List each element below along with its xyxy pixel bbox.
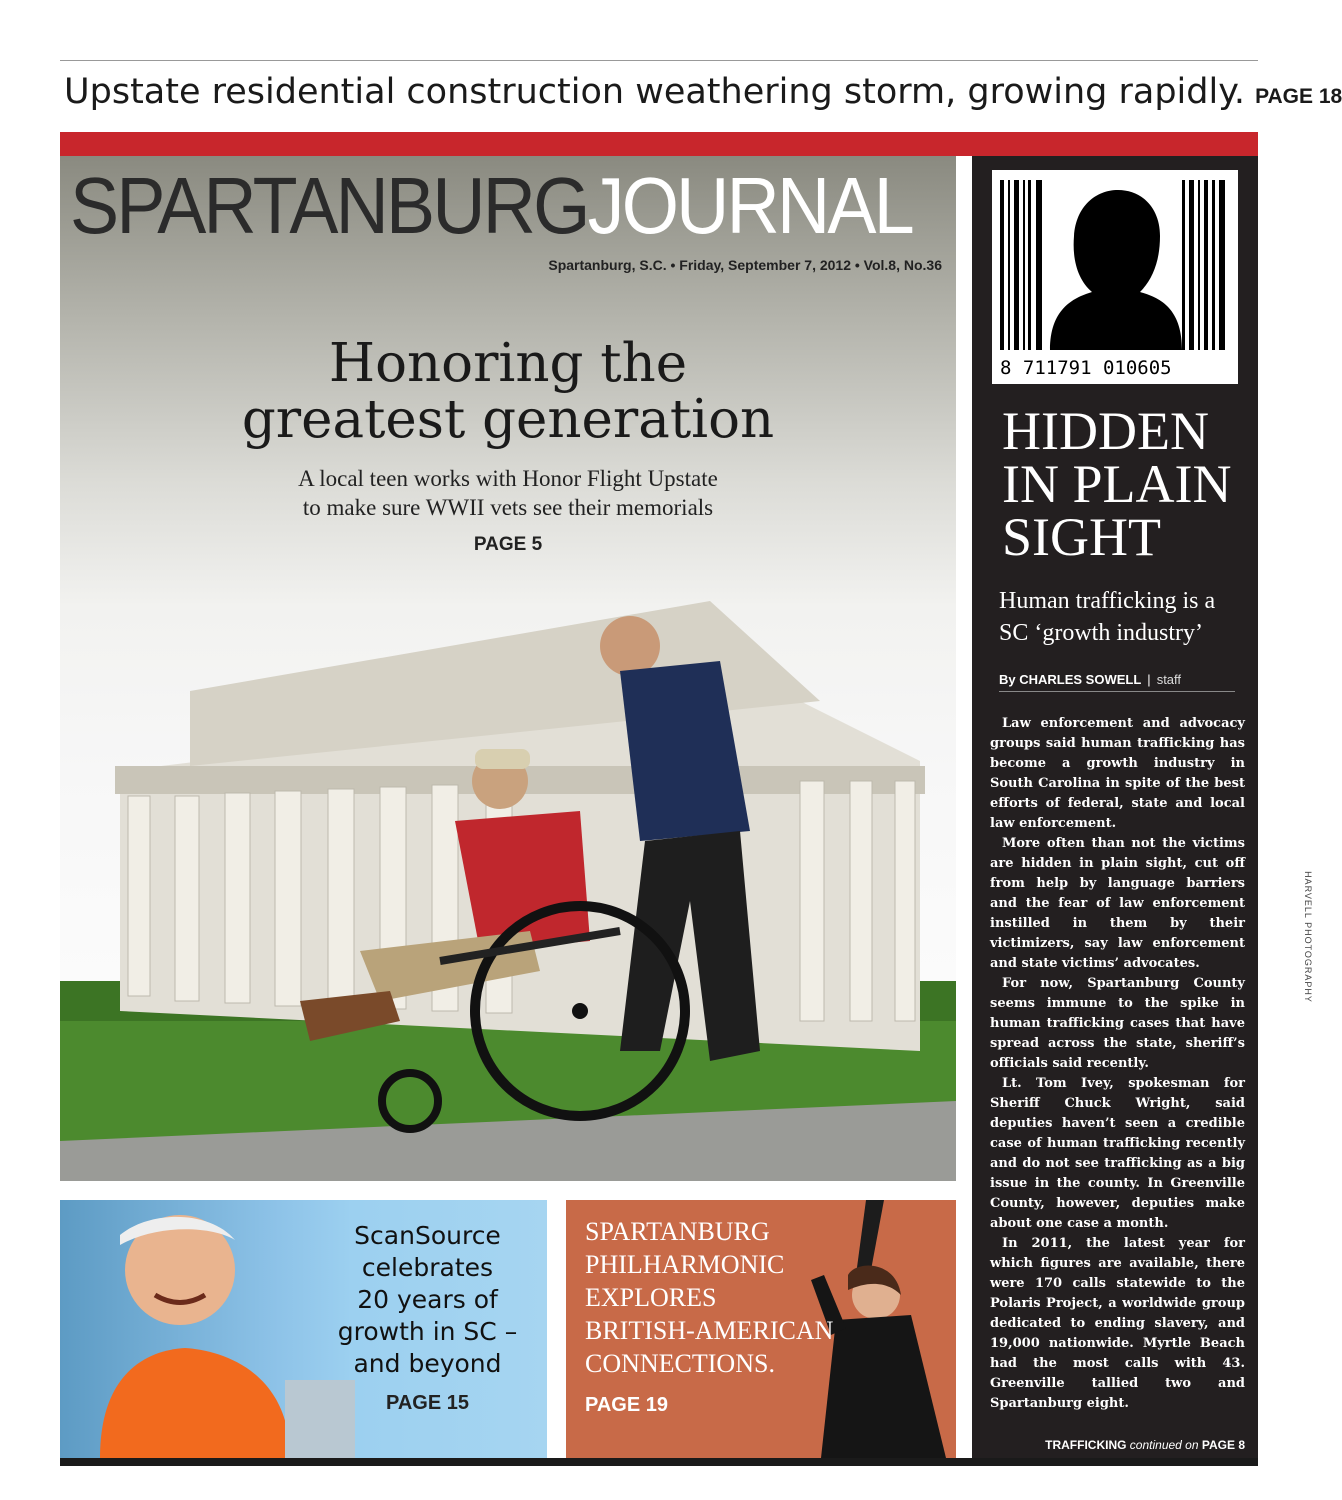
- jump-label: TRAFFICKING: [1045, 1438, 1127, 1452]
- sidebar-deck: [999, 585, 1249, 649]
- body-paragraph: More often than not the victims are hidden in plain sight, cut off from help by language barriers and the fear of law enforcement instilled in them by their victimizers, say law enforcement and state victims’ advocates.: [990, 836, 1245, 971]
- barcode-silhouette-image: [992, 170, 1238, 384]
- promo-scansource-headline: [310, 1220, 545, 1380]
- lead-deck-line1: A local teen works with Honor Flight Upstate: [298, 466, 718, 491]
- byline-separator: |: [1147, 672, 1151, 687]
- promo-left-line4: growth in SC –: [337, 1317, 518, 1346]
- sidebar-headline-line1: HIDDEN: [1002, 401, 1209, 461]
- jump-line[interactable]: [990, 1438, 1245, 1452]
- promo-left-line1: ScanSource: [354, 1221, 501, 1250]
- promo-philharmonic-headline: [585, 1215, 835, 1380]
- jump-middle: continued on: [1129, 1438, 1199, 1452]
- dateline: Spartanburg, S.C. • Friday, September 7, 2012 • Vol.8, No.36: [548, 257, 942, 273]
- lead-photo: [60, 581, 956, 1181]
- promo-right-line5: CONNECTIONS.: [585, 1349, 775, 1378]
- promo-right-line3: EXPLORES: [585, 1283, 717, 1312]
- masthead-red-bar: [60, 132, 1258, 156]
- barcode-digits: 8 711791 010605: [1000, 357, 1172, 379]
- teaser-page: PAGE 18: [1255, 85, 1342, 108]
- byline-name: By CHARLES SOWELL: [999, 672, 1142, 687]
- promo-left-line3: 20 years of: [357, 1285, 498, 1314]
- body-paragraph: Law enforcement and advocacy groups said human trafficking has become a growth industry in South Carolina in spite of the best efforts of federal, state and local law enforcement.: [990, 716, 1245, 831]
- body-paragraph: Lt. Tom Ivey, spokesman for Sheriff Chuck Wright, said deputies haven’t seen a credible case of human trafficking recently and do not see trafficking as a big issue in the county. In Greenville County, however, deputies make about one case a month.: [990, 1076, 1245, 1231]
- top-teaser[interactable]: [64, 72, 1342, 122]
- sidebar-body: [990, 714, 1245, 1414]
- promo-right-line4: BRITISH-AMERICAN: [585, 1316, 834, 1345]
- masthead-journal: JOURNAL: [587, 161, 912, 250]
- top-rule: [60, 60, 1258, 61]
- photo-credit: HARVELL PHOTOGRAPHY: [1303, 871, 1314, 1003]
- lead-headline-line1: Honoring the: [328, 333, 688, 394]
- promo-right-line1: SPARTANBURG: [585, 1217, 770, 1246]
- promo-right-page[interactable]: PAGE 19: [585, 1394, 668, 1416]
- lead-deck-line2: to make sure WWII vets see their memorials: [302, 495, 714, 520]
- body-paragraph: In 2011, the latest year for which figures are available, there were 170 calls statewide to the Polaris Project, a worldwide group dedicated to ending slavery, and 19,000 nationwide. Myrtle Beach had the most calls with 43. Greenville tallied two and Spartanburg eight.: [990, 1236, 1245, 1411]
- promo-left-line2: celebrates: [361, 1253, 494, 1282]
- teaser-text: Upstate residential construction weathering storm, growing rapidly.: [64, 72, 1246, 112]
- sidebar-deck-line2: SC ‘growth industry’: [999, 620, 1203, 646]
- jump-page: PAGE 8: [1201, 1438, 1245, 1452]
- promo-left-page[interactable]: PAGE 15: [386, 1392, 469, 1414]
- masthead: [70, 161, 912, 250]
- bottom-rule: [60, 1458, 1258, 1466]
- lead-headline[interactable]: [60, 333, 956, 450]
- lead-headline-line2: greatest generation: [241, 389, 775, 450]
- lead-deck: [60, 464, 956, 522]
- body-paragraph: For now, Spartanburg County seems immune to the spike in human trafficking cases that have spread across the state, sheriff’s officials said recently.: [990, 976, 1245, 1071]
- sidebar-headline[interactable]: [1002, 401, 1252, 567]
- byline-role: staff: [1156, 672, 1182, 687]
- masthead-spartanburg: SPARTANBURG: [70, 161, 588, 250]
- sidebar-headline-line3: SIGHT: [1002, 507, 1161, 567]
- lead-page-ref[interactable]: PAGE 5: [473, 534, 543, 555]
- byline: [999, 672, 1235, 692]
- promo-left-line5: and beyond: [353, 1349, 502, 1378]
- lead-story: [60, 156, 956, 1181]
- sidebar-headline-line2: IN PLAIN: [1002, 454, 1232, 514]
- sidebar-deck-line1: Human trafficking is a: [999, 588, 1216, 614]
- promo-right-line2: PHILHARMONIC: [585, 1250, 785, 1279]
